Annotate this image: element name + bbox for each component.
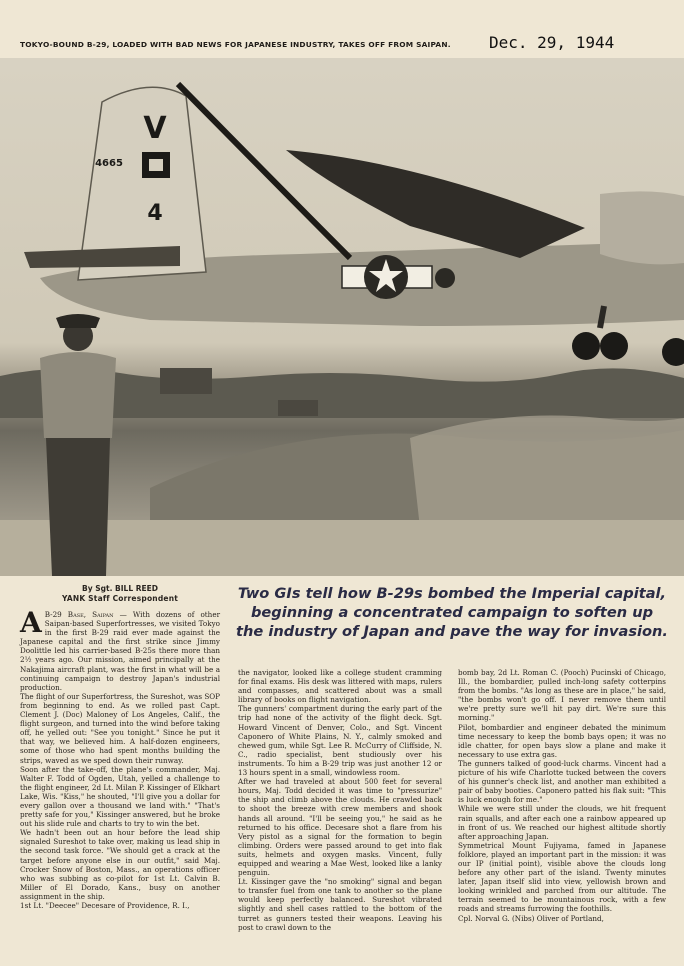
- tail-letter: V: [143, 111, 167, 146]
- article-paragraph: Lt. Kissinger gave the "no smoking" signal and began to transfer fuel from one tank to another so the plane would keep perfectly balanced. Sureshot vibrated slightly and shell cases rattled to the bottom of the turret as gunners tested their weapons. Leaving his post to crawl down to the: [238, 877, 442, 932]
- landing-gear-wheel: [662, 338, 684, 366]
- soldier-cap: [56, 314, 100, 328]
- article-column-1: [20, 606, 221, 910]
- article-paragraph: The gunners' compartment during the early part of the trip had none of the activity of the flight deck. Sgt. Howard Vincent of Denver, Colo., and Sgt. Vincent Caponero of White Plains, N. Y., calmly smoked and chewed gum, while Sgt. Lee R. McCurry of Cliffside, N. C., radio specialist, bent studiously over his instruments. To him a B-29 trip was just another 12 or 13 hours spent in a small, windowless room.: [238, 704, 442, 778]
- article-paragraph: bomb bay, 2d Lt. Roman C. (Pooch) Pucinski of Chicago, Ill., the bombardier, pulled inch-long safety cotterpins from the bombs. "As long as these are in place," he said, "the bombs won't go off. I never remove them until we're pretty sure we'll hit pay dirt. We're sure this morning.": [458, 668, 666, 723]
- landing-gear-strut: [600, 306, 604, 328]
- photo-caption: TOKYO-BOUND B-29, LOADED WITH BAD NEWS FOR JAPANESE INDUSTRY, TAKES OFF FROM SAIPAN.: [20, 40, 451, 49]
- tail-serial: 4665: [95, 158, 123, 169]
- article-column-2: [238, 668, 442, 932]
- engine-nacelle: [600, 191, 684, 264]
- article-paragraph: The flight of our Superfortress, the Sureshot, was SOP from beginning to end. As we rolled past Capt. Clement J. (Doc) Maloney of Los Angeles, Calif., the flight surgeon, and turned into the wind before taking off, he yelled out: "See you tonight." Since he put it that way, we believed him. A half-dozen engineers, some of those who had spent months building the strips, waved as we sped down their runway.: [20, 691, 220, 765]
- article-paragraph: Symmetrical Mount Fujiyama, famed in Japanese folklore, played an important part in the mission: it was our IP (initial point), visible above the clouds long before any other part of the island. Twenty minutes later, Japan itself slid into view, yellowish brown and looking wrinkled and parched from our altitude. The terrain seemed to be mountainous rock, with a few roads and streams furrowing the foothills.: [458, 840, 666, 914]
- horizontal-stabilizer: [24, 246, 180, 268]
- byline-role: YANK Staff Correspondent: [61, 594, 179, 603]
- coral-rubble: [410, 416, 684, 529]
- paragraph-text: — With dozens of other Saipan-based Superfortresses, we visited Tokyo in the first B-29 raid ever made against the Japanese capital and the first strike since Jimmy Doolittle led his carrier-based B-25s there more than 2½ years ago. Our mission, aimed principally at the Nakajima aircraft plant, was the first in what will be a continuing campaign to destroy Japan's industrial production.: [20, 610, 221, 692]
- article-paragraph: While we were still under the clouds, we hit frequent rain squalls, and after each one a rainbow appeared up in front of us. We reached our highest altitude shortly after approaching Japan.: [458, 804, 666, 841]
- drop-cap: A: [20, 606, 42, 639]
- tail-number: 4: [147, 201, 163, 226]
- article-paragraph: The gunners talked of good-luck charms. Vincent had a picture of his wife Charlotte tucked between the covers of his gunner's check list, and another man exhibited a pair of baby booties. Caponero patted his flak suit: "This is luck enough for me.": [458, 758, 666, 805]
- date-stamp: Dec. 29, 1944: [489, 33, 615, 52]
- landing-gear-wheel: [572, 332, 600, 360]
- b29-takeoff-photo: [0, 58, 684, 576]
- article-paragraph: Soon after the take-off, the plane's commander, Maj. Walter F. Todd of Ogden, Utah, yelled a challenge to the flight engineer, 2d Lt. Milan P. Kissinger of Elkhart Lake, Wis. "Kiss," he shouted, "I'll give you a dollar for every gallon over a thousand we land with." "That's pretty safe for you," Kissinger answered, but he broke out his slide rule and charts to try to win the bet.: [20, 764, 220, 829]
- article-column-3: [458, 668, 666, 923]
- tail-square-inner: [149, 159, 163, 171]
- byline: [20, 584, 220, 604]
- blister-window: [435, 268, 455, 288]
- article-paragraph: We hadn't been out an hour before the lead ship signaled Sureshot to take over, making us lead ship in the second task force. "We should get a crack at the target before anyone else in our outfit," said Maj. Crocker Snow of Boston, Mass., an operations officer who was subbing as co-pilot for 1st Lt. Calvin B. Miller of El Dorado, Kans., busy on another assignment in the ship.: [20, 828, 220, 901]
- landing-gear-wheel: [600, 332, 628, 360]
- background-vehicle: [278, 400, 318, 416]
- article-paragraph: After we had traveled at about 500 feet for several hours, Maj. Todd decided it was time to "pressurize" the ship and climb above the clouds. He crawled back to shoot the breeze with crew members and shook hands all around. "I'll be seeing you," he said as he returned to his office. Decesare shot a flare from his Very pistol as a signal for the formation to begin climbing. Orders were passed around to get into flak suits, helmets and oxygen masks. Vincent, fully equipped and wearing a Mae West, looked like a lanky penguin.: [238, 777, 442, 878]
- background-vehicle: [160, 368, 212, 394]
- article-paragraph: the navigator, looked like a college student cramming for final exams. His desk was littered with maps, rulers and compasses, and scattered about was a small library of books on flight navigation.: [238, 668, 442, 705]
- article-paragraph: 1st Lt. "Deecee" Decesare of Providence, R. I.,: [20, 901, 190, 910]
- byline-author: By Sgt. BILL REED: [82, 584, 158, 593]
- article-paragraph: [20, 606, 221, 692]
- soldier-legs: [46, 438, 110, 576]
- headline: Two GIs tell how B-29s bombed the Imperial capital, beginning a concentrated campaign to soften up the industry of Japan and pave the way for invasion.: [236, 585, 668, 640]
- dateline: B-29 Base, Saipan: [44, 610, 114, 619]
- soldier-torso: [40, 352, 116, 438]
- article-paragraph: Cpl. Norval G. (Nibs) Oliver of Portland,: [458, 913, 604, 923]
- article-paragraph: Pilot, bombardier and engineer debated the minimum time necessary to keep the bomb bays open; it was no idle chatter, for open bays slow a plane and make it necessary to use extra gas.: [458, 722, 666, 759]
- photo-illustration: [0, 58, 684, 576]
